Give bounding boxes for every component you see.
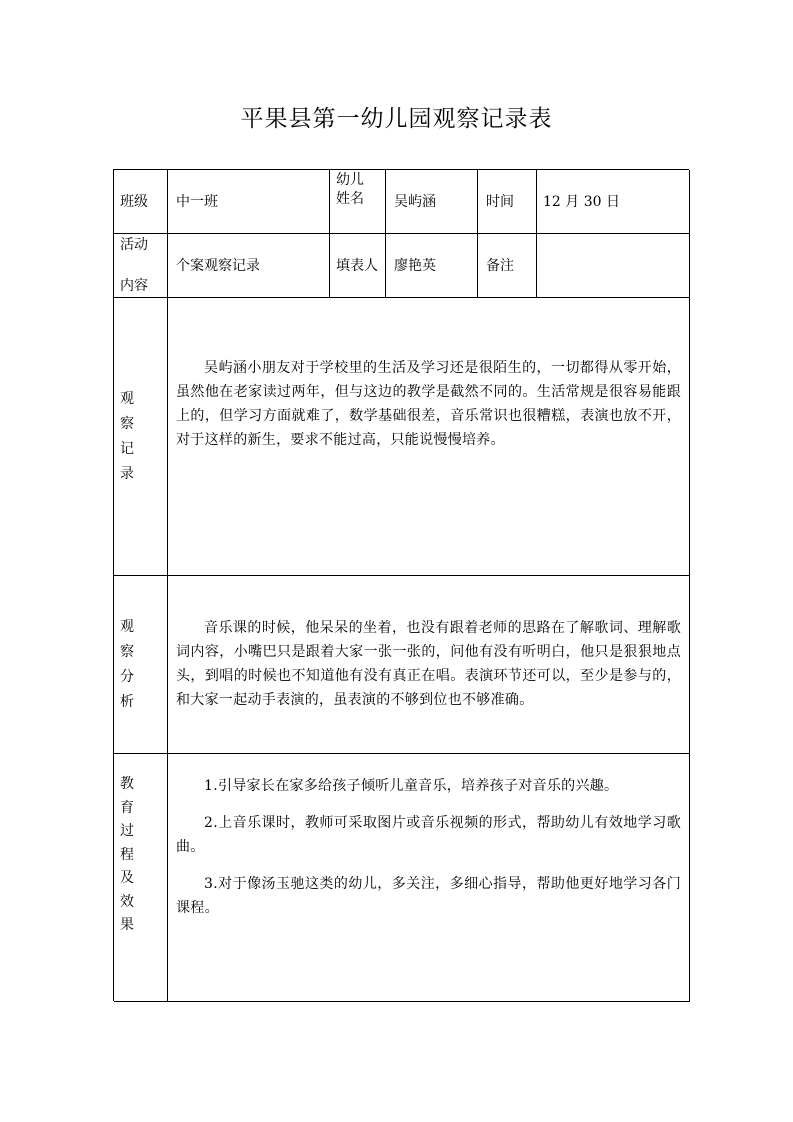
analysis-label-char: 析 bbox=[120, 693, 134, 710]
remark-value-cell bbox=[537, 234, 690, 298]
observation-label-char: 观 bbox=[120, 390, 134, 407]
observation-label-char: 记 bbox=[120, 440, 134, 457]
class-value-cell bbox=[168, 170, 330, 234]
class-value: 中一班 bbox=[176, 193, 218, 210]
observation-label-cell bbox=[114, 298, 168, 576]
observation-text: 吴屿涵小朋友对于学校里的生活及学习还是很陌生的，一切都得从零开始，虽然他在老家读过两年，但与这边的教学是截然不同的。生活常规是很容易能跟上的，但学习方面就难了，数学基础很差，音乐常识也很糟糕，表演也放不开，对于这样的新生，要求不能过高，只能说慢慢培养。 bbox=[176, 360, 681, 448]
child-name-label-line1: 幼儿 bbox=[336, 172, 364, 188]
analysis-label-char: 分 bbox=[120, 668, 134, 685]
observation-content-cell bbox=[168, 298, 690, 576]
education-label-cell bbox=[114, 754, 168, 1002]
activity-value-cell bbox=[168, 234, 330, 298]
page-title: 平果县第一幼儿园观察记录表 bbox=[240, 106, 553, 132]
education-label-char: 过 bbox=[120, 823, 134, 839]
remark-label: 备注 bbox=[486, 257, 514, 274]
analysis-label-char: 观 bbox=[120, 618, 134, 635]
time-value-cell bbox=[537, 170, 690, 234]
activity-label-cell bbox=[114, 234, 168, 298]
analysis-label-cell bbox=[114, 576, 168, 754]
child-name-label-cell bbox=[330, 170, 386, 234]
education-label-char: 程 bbox=[120, 846, 134, 863]
filler-label: 填表人 bbox=[336, 257, 378, 274]
filler-value: 廖艳英 bbox=[394, 257, 436, 274]
analysis-text: 音乐课的时候，他呆呆的坐着，也没有跟着老师的思路在了解歌词、理解歌词内容，小嘴巴只是跟着大家一张一张的，问他有没有听明白，他只是狠狠地点头，到唱的时候也不知道他有没有真正在唱。表演环节还可以，至少是参与的，和大家一起动手表演的，虽表演的不够到位也不够准确。 bbox=[176, 620, 681, 708]
observation-label-char: 录 bbox=[120, 465, 134, 482]
education-label-char: 育 bbox=[120, 799, 134, 816]
activity-label-line2: 内容 bbox=[120, 278, 148, 294]
class-label: 班级 bbox=[120, 193, 148, 210]
child-name-label-line2: 姓名 bbox=[336, 191, 364, 207]
analysis-label-char: 察 bbox=[120, 643, 134, 660]
education-item: 3.对于像汤玉驰这类的幼儿，多关注，多细心指导，帮助他更好地学习各门课程。 bbox=[176, 876, 681, 916]
education-content-cell bbox=[168, 754, 690, 1002]
education-item: 2.上音乐课时，教师可采取图片或音乐视频的形式，帮助幼儿有效地学习歌曲。 bbox=[176, 815, 681, 855]
filler-value-cell bbox=[386, 234, 478, 298]
analysis-content-cell bbox=[168, 576, 690, 754]
observation-table bbox=[113, 169, 689, 1001]
education-label-char: 果 bbox=[120, 917, 134, 933]
time-label: 时间 bbox=[486, 193, 514, 210]
child-name-value-cell bbox=[386, 170, 478, 234]
filler-label-cell bbox=[330, 234, 386, 298]
activity-label-line1: 活动 bbox=[120, 237, 148, 253]
time-value: 12 月 30 日 bbox=[543, 193, 620, 210]
child-name-value: 吴屿涵 bbox=[394, 193, 436, 210]
observation-label-char: 察 bbox=[120, 415, 134, 432]
education-item: 1.引导家长在家多给孩子倾听儿童音乐，培养孩子对音乐的兴趣。 bbox=[204, 778, 619, 794]
activity-value: 个案观察记录 bbox=[176, 257, 260, 274]
education-label-char: 教 bbox=[120, 776, 134, 792]
education-label-char: 及 bbox=[120, 870, 134, 886]
remark-label-cell bbox=[478, 234, 537, 298]
class-label-cell bbox=[114, 170, 168, 234]
education-label-char: 效 bbox=[120, 893, 134, 910]
time-label-cell bbox=[478, 170, 537, 234]
